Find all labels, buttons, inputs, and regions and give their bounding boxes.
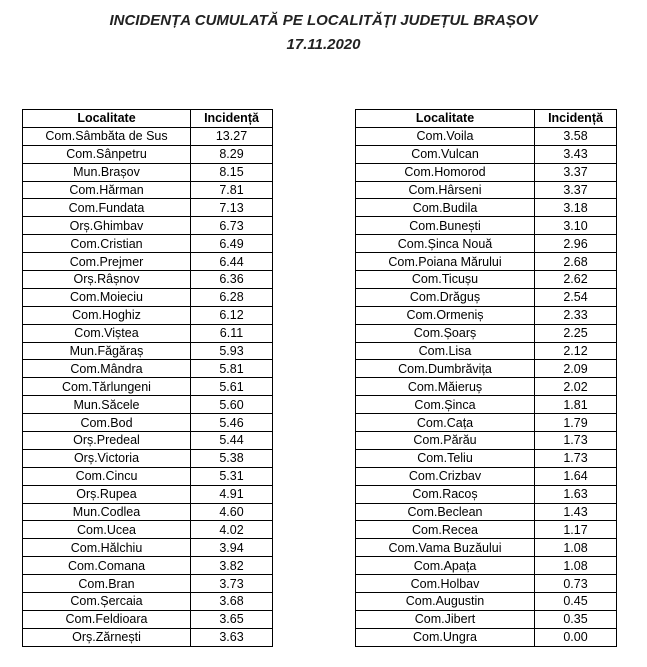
incidence-value-cell: 3.63 [191,628,273,646]
incidence-value-cell: 3.18 [535,199,617,217]
locality-name-cell: Com.Vama Buzăului [356,539,535,557]
locality-name-cell: Com.Tărlungeni [23,378,191,396]
incidence-value-cell: 1.43 [535,503,617,521]
incidence-value-cell: 1.79 [535,414,617,432]
incidence-value-cell: 2.02 [535,378,617,396]
table-row [356,145,617,163]
locality-name-cell: Com.Drăguș [356,288,535,306]
locality-name-cell: Com.Măieruș [356,378,535,396]
table-row [23,485,273,503]
locality-name-cell: Com.Recea [356,521,535,539]
incidence-value-cell: 4.02 [191,521,273,539]
table-row [23,610,273,628]
locality-name-cell: Com.Bod [23,414,191,432]
locality-name-cell: Com.Racoș [356,485,535,503]
table-row [356,610,617,628]
incidence-value-cell: 5.44 [191,432,273,450]
incidence-value-cell: 1.08 [535,557,617,575]
table-row [23,271,273,289]
locality-name-cell: Mun.Codlea [23,503,191,521]
table-row [23,521,273,539]
incidence-value-cell: 6.73 [191,217,273,235]
table-row [356,467,617,485]
incidence-value-cell: 5.93 [191,342,273,360]
incidence-value-cell: 2.12 [535,342,617,360]
incidence-value-cell: 2.09 [535,360,617,378]
locality-name-cell: Com.Bran [23,575,191,593]
incidence-value-cell: 2.33 [535,306,617,324]
table-row [356,521,617,539]
incidence-value-cell: 4.60 [191,503,273,521]
locality-name-cell: Com.Ungra [356,628,535,646]
incidence-value-cell: 0.00 [535,628,617,646]
incidence-value-cell: 1.17 [535,521,617,539]
incidence-value-cell: 3.73 [191,575,273,593]
table-row [23,378,273,396]
table-row [23,539,273,557]
table-row [23,306,273,324]
table-row [356,217,617,235]
table-body-left [23,127,273,646]
locality-name-cell: Com.Ormeniș [356,306,535,324]
table-row [23,467,273,485]
incidence-value-cell: 8.15 [191,163,273,181]
incidence-value-cell: 6.28 [191,288,273,306]
locality-name-cell: Mun.Făgăraș [23,342,191,360]
table-row [23,342,273,360]
table-row [23,145,273,163]
incidence-value-cell: 8.29 [191,145,273,163]
incidence-value-cell: 5.60 [191,396,273,414]
incidence-value-cell: 2.54 [535,288,617,306]
locality-name-cell: Com.Prejmer [23,253,191,271]
column-header-localitate: Localitate [356,110,535,128]
table-row [356,288,617,306]
incidence-value-cell: 0.45 [535,593,617,611]
table-row [356,360,617,378]
table-body-right [356,127,617,646]
locality-name-cell: Mun.Săcele [23,396,191,414]
table-row [23,360,273,378]
locality-name-cell: Com.Cristian [23,235,191,253]
incidence-table-right [355,109,617,647]
incidence-value-cell: 2.62 [535,271,617,289]
table-row [23,199,273,217]
incidence-value-cell: 5.38 [191,449,273,467]
table-row [23,503,273,521]
table-row [356,414,617,432]
incidence-value-cell: 6.36 [191,271,273,289]
table-row [356,324,617,342]
incidence-value-cell: 3.82 [191,557,273,575]
locality-name-cell: Com.Jibert [356,610,535,628]
table-row [23,575,273,593]
incidence-value-cell: 1.73 [535,432,617,450]
locality-name-cell: Com.Bunești [356,217,535,235]
locality-name-cell: Com.Budila [356,199,535,217]
table-row [356,593,617,611]
locality-name-cell: Com.Viștea [23,324,191,342]
table-row [23,181,273,199]
table-row [23,324,273,342]
table-row [23,414,273,432]
table-row [23,217,273,235]
incidence-value-cell: 5.31 [191,467,273,485]
column-header-incidenta: Incidență [191,110,273,128]
locality-name-cell: Orș.Predeal [23,432,191,450]
incidence-value-cell: 7.81 [191,181,273,199]
column-header-incidenta: Incidență [535,110,617,128]
incidence-value-cell: 1.64 [535,467,617,485]
incidence-value-cell: 5.81 [191,360,273,378]
locality-name-cell: Orș.Rupea [23,485,191,503]
table-row [356,253,617,271]
incidence-value-cell: 3.94 [191,539,273,557]
table-row [23,432,273,450]
incidence-value-cell: 3.37 [535,163,617,181]
locality-name-cell: Com.Șoarș [356,324,535,342]
table-row [356,503,617,521]
incidence-value-cell: 4.91 [191,485,273,503]
locality-name-cell: Com.Voila [356,127,535,145]
document-date: 17.11.2020 [286,36,361,53]
incidence-value-cell: 5.46 [191,414,273,432]
locality-name-cell: Com.Augustin [356,593,535,611]
locality-name-cell: Com.Teliu [356,449,535,467]
locality-name-cell: Com.Hârseni [356,181,535,199]
locality-name-cell: Com.Apața [356,557,535,575]
table-header-row [23,110,273,128]
table-header-row [356,110,617,128]
locality-name-cell: Com.Hoghiz [23,306,191,324]
locality-name-cell: Com.Șinca Nouă [356,235,535,253]
incidence-value-cell: 3.58 [535,127,617,145]
incidence-value-cell: 6.11 [191,324,273,342]
locality-name-cell: Com.Mândra [23,360,191,378]
table-row [23,593,273,611]
table-row [356,449,617,467]
incidence-value-cell: 0.73 [535,575,617,593]
locality-name-cell: Com.Dumbrăvița [356,360,535,378]
table-row [356,199,617,217]
table-row [356,378,617,396]
table-row [356,271,617,289]
incidence-value-cell: 5.61 [191,378,273,396]
table-row [23,235,273,253]
table-row [356,181,617,199]
incidence-value-cell: 3.43 [535,145,617,163]
table-row [356,235,617,253]
table-row [356,306,617,324]
locality-name-cell: Com.Șinca [356,396,535,414]
locality-name-cell: Mun.Brașov [23,163,191,181]
table-row [23,163,273,181]
locality-name-cell: Com.Poiana Mărului [356,253,535,271]
table-row [356,557,617,575]
locality-name-cell: Com.Cața [356,414,535,432]
incidence-value-cell: 0.35 [535,610,617,628]
incidence-value-cell: 2.68 [535,253,617,271]
locality-name-cell: Com.Fundata [23,199,191,217]
document-title: INCIDENȚA CUMULATĂ PE LOCALITĂȚI JUDEȚUL BRAȘOV [109,12,538,29]
locality-name-cell: Com.Moieciu [23,288,191,306]
locality-name-cell: Com.Cincu [23,467,191,485]
locality-name-cell: Com.Hărman [23,181,191,199]
locality-name-cell: Com.Ucea [23,521,191,539]
locality-name-cell: Com.Sâmbăta de Sus [23,127,191,145]
incidence-value-cell: 13.27 [191,127,273,145]
table-row [356,396,617,414]
incidence-value-cell: 1.63 [535,485,617,503]
incidence-value-cell: 6.44 [191,253,273,271]
table-row [356,163,617,181]
locality-name-cell: Orș.Râșnov [23,271,191,289]
table-row [356,485,617,503]
locality-name-cell: Com.Holbav [356,575,535,593]
locality-name-cell: Com.Feldioara [23,610,191,628]
incidence-value-cell: 1.73 [535,449,617,467]
locality-name-cell: Com.Beclean [356,503,535,521]
incidence-value-cell: 3.68 [191,593,273,611]
incidence-value-cell: 3.37 [535,181,617,199]
locality-name-cell: Com.Hălchiu [23,539,191,557]
locality-name-cell: Com.Părău [356,432,535,450]
table-row [356,628,617,646]
table-row [356,342,617,360]
incidence-value-cell: 3.65 [191,610,273,628]
locality-name-cell: Com.Ticușu [356,271,535,289]
locality-name-cell: Orș.Victoria [23,449,191,467]
table-row [23,396,273,414]
locality-name-cell: Orș.Zărnești [23,628,191,646]
table-row [23,127,273,145]
incidence-value-cell: 3.10 [535,217,617,235]
incidence-value-cell: 2.25 [535,324,617,342]
table-row [356,539,617,557]
table-row [23,557,273,575]
locality-name-cell: Com.Șercaia [23,593,191,611]
table-row [356,575,617,593]
incidence-value-cell: 2.96 [535,235,617,253]
incidence-value-cell: 6.49 [191,235,273,253]
incidence-value-cell: 1.81 [535,396,617,414]
incidence-table-left [22,109,273,647]
table-row [23,628,273,646]
incidence-value-cell: 7.13 [191,199,273,217]
locality-name-cell: Orș.Ghimbav [23,217,191,235]
incidence-value-cell: 1.08 [535,539,617,557]
locality-name-cell: Com.Lisa [356,342,535,360]
incidence-value-cell: 6.12 [191,306,273,324]
table-row [23,288,273,306]
locality-name-cell: Com.Homorod [356,163,535,181]
table-row [23,253,273,271]
locality-name-cell: Com.Comana [23,557,191,575]
locality-name-cell: Com.Vulcan [356,145,535,163]
locality-name-cell: Com.Crizbav [356,467,535,485]
locality-name-cell: Com.Sânpetru [23,145,191,163]
column-header-localitate: Localitate [23,110,191,128]
table-row [356,432,617,450]
table-row [23,449,273,467]
table-row [356,127,617,145]
